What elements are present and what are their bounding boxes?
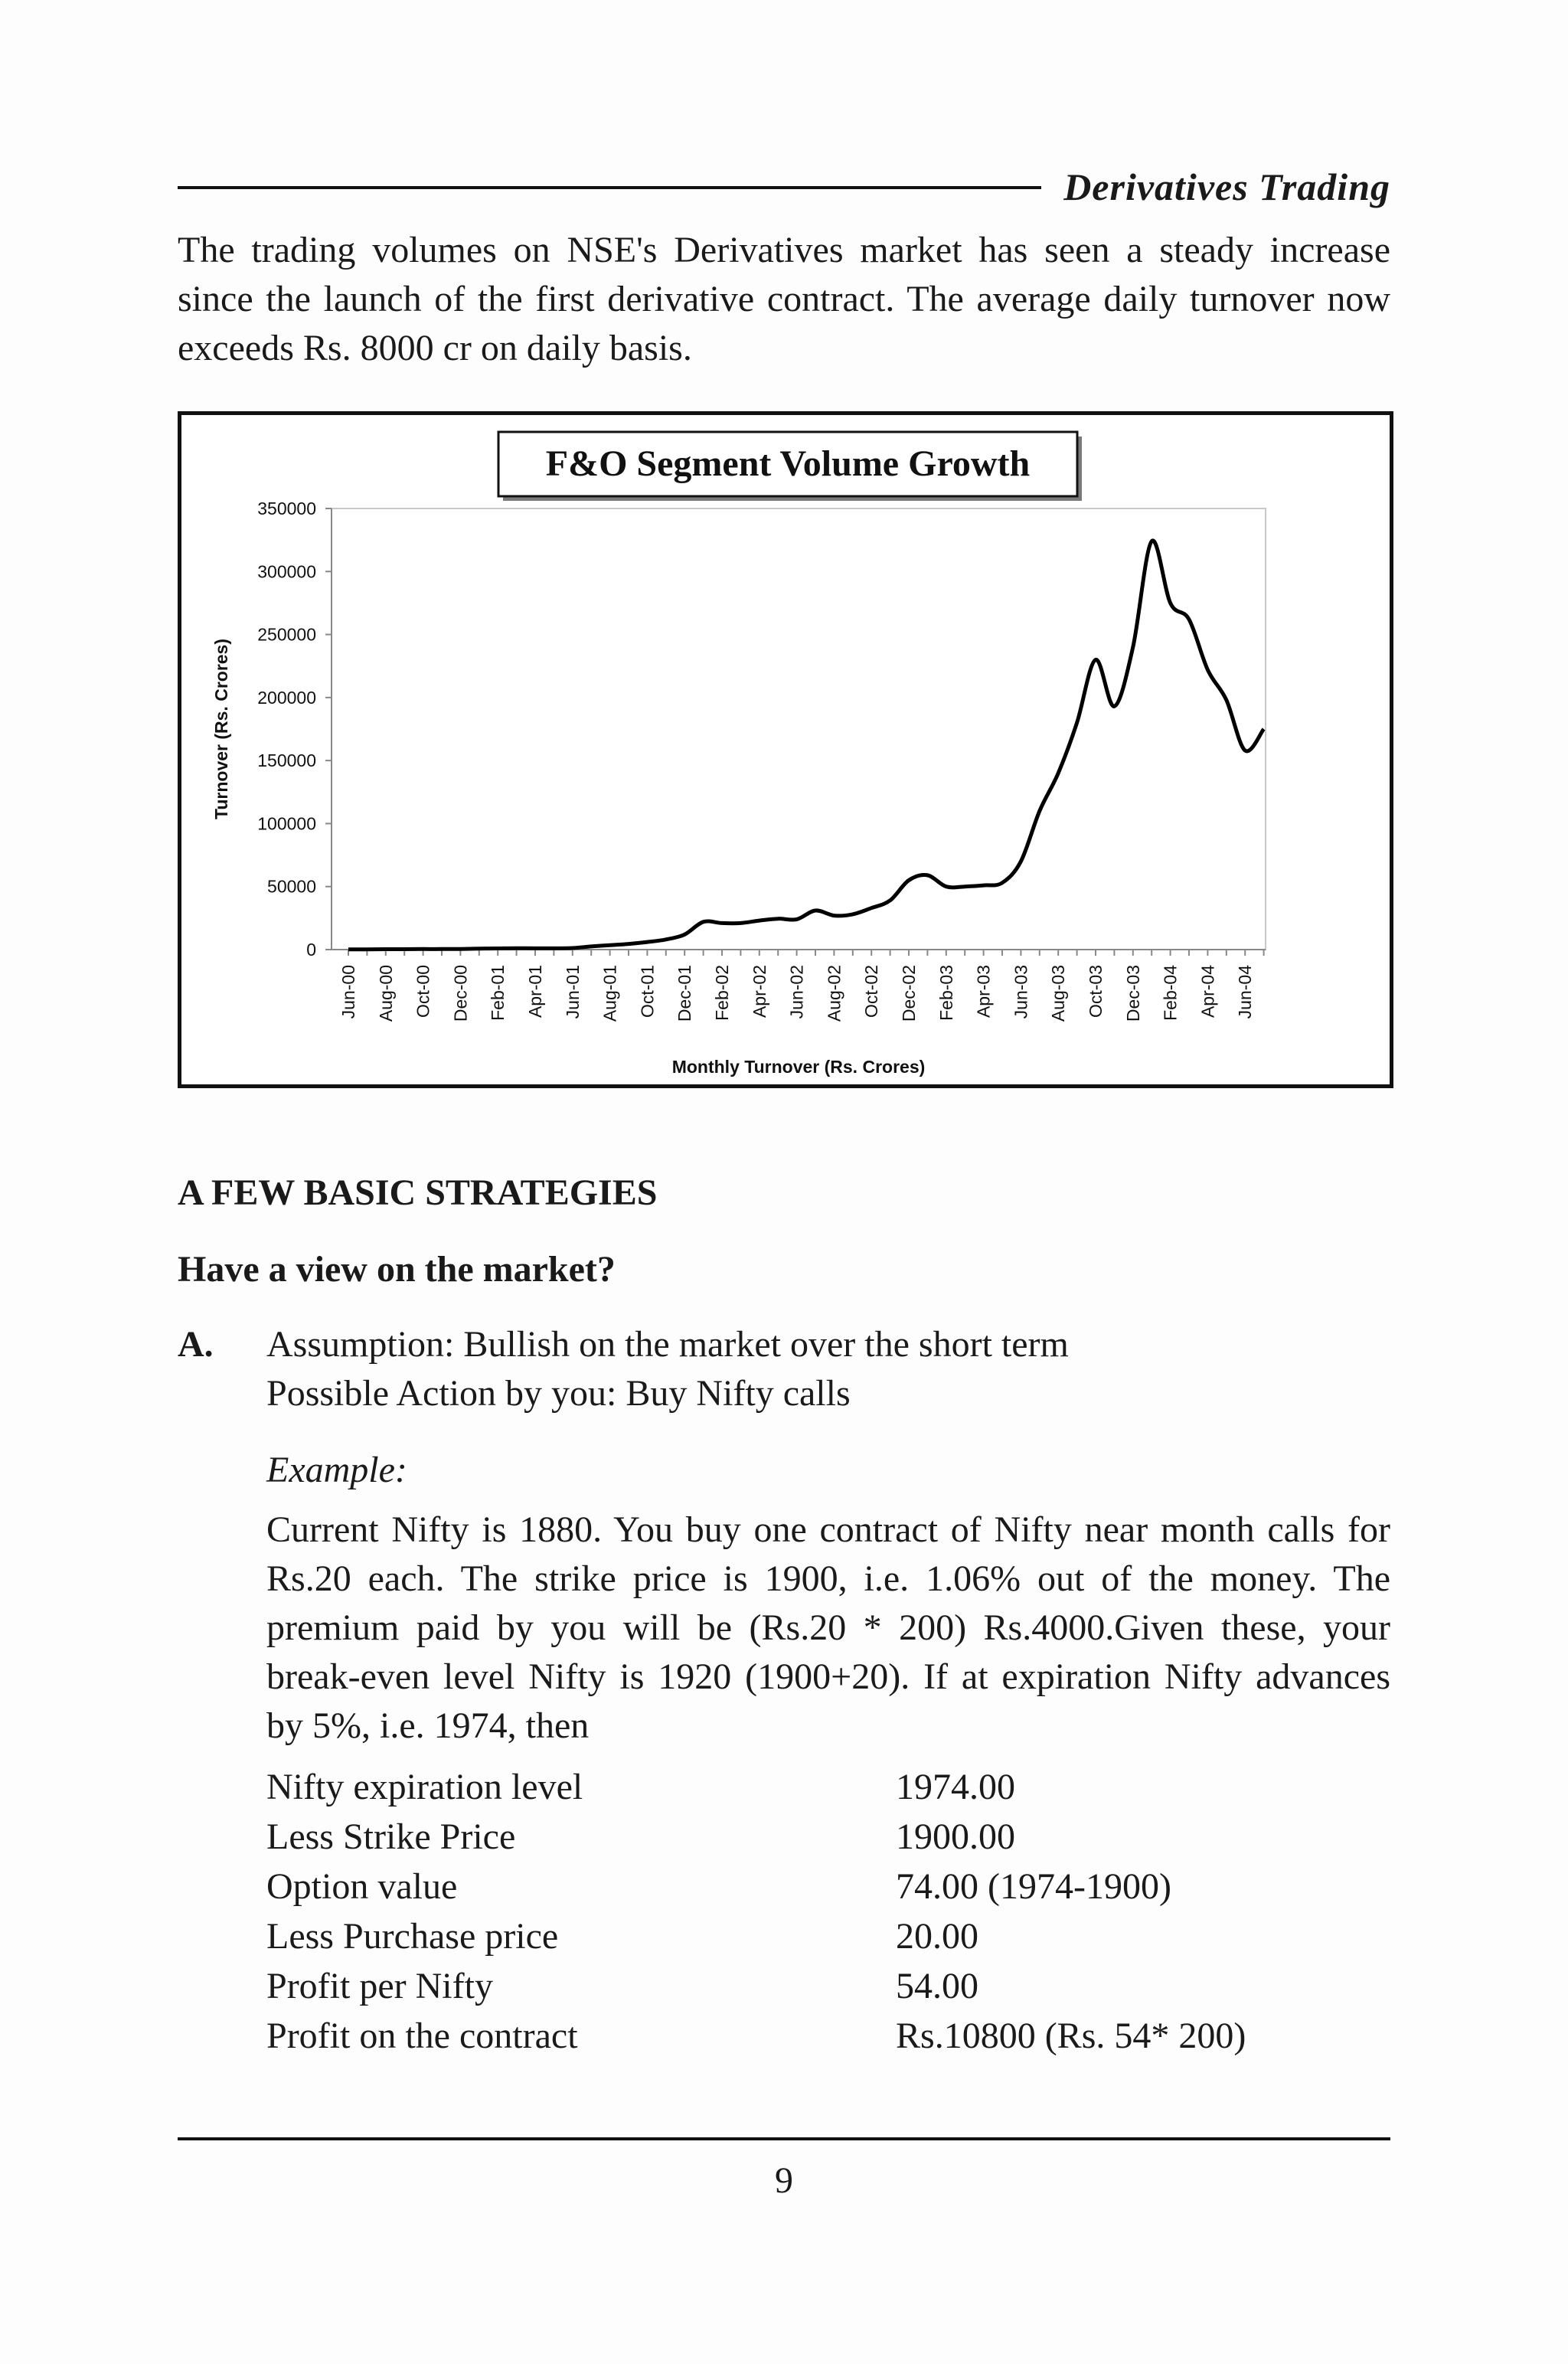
subheading-question: Have a view on the market?	[178, 1249, 616, 1290]
chart-frame	[178, 411, 1393, 1088]
x-tick-label: Dec-03	[1122, 965, 1143, 1022]
x-tick-label: Aug-00	[375, 965, 396, 1022]
x-tick-label: Oct-00	[413, 965, 433, 1019]
table-row	[266, 1915, 1246, 1965]
y-tick-label: 50000	[267, 876, 316, 897]
x-tick-label: Feb-03	[936, 965, 956, 1021]
x-tick-label: Dec-00	[450, 965, 471, 1022]
footer-rule	[178, 2137, 1390, 2140]
turnover-series-line	[348, 541, 1264, 950]
row-value: 1900.00	[896, 1816, 1015, 1857]
x-tick-label: Feb-02	[712, 965, 732, 1021]
chart-title: F&O Segment Volume Growth	[545, 443, 1031, 484]
y-tick-label: 350000	[257, 499, 316, 518]
plot-area	[332, 508, 1266, 950]
y-axis	[257, 499, 332, 960]
x-tick-label: Oct-03	[1086, 965, 1106, 1019]
x-tick-label: Jun-01	[562, 965, 583, 1019]
calculation-table	[266, 1766, 1246, 2065]
example-paragraph: Current Nifty is 1880. You buy one contract of Nifty near month calls for Rs.20 each. The strike price is 1900, i.e. 1.06% out of the money. The premium paid by you will be (Rs.20 * 200) Rs.4000.Given these, your break-even level Nifty is 1920 (1900+20). If at expiration Nifty advances by 5%, i.e. 1974, then	[266, 1509, 1390, 1746]
x-tick-label: Apr-01	[525, 965, 545, 1019]
x-tick-label: Oct-02	[861, 965, 882, 1019]
y-tick-label: 150000	[257, 750, 316, 771]
section-heading: A FEW BASIC STRATEGIES	[178, 1172, 658, 1213]
row-value: 54.00	[896, 1966, 978, 2006]
y-axis-label: Turnover (Rs. Crores)	[211, 638, 231, 820]
y-tick-label: 300000	[257, 561, 316, 582]
x-tick-label: Aug-02	[824, 965, 844, 1022]
example-label: Example:	[266, 1450, 407, 1490]
table-row	[266, 1865, 1246, 1915]
x-tick-label: Apr-02	[749, 965, 769, 1019]
y-tick-label: 0	[306, 940, 316, 960]
row-label: Nifty expiration level	[266, 1767, 583, 1807]
row-value: 74.00 (1974-1900)	[896, 1866, 1171, 1907]
x-tick-label: Jun-04	[1235, 965, 1256, 1019]
y-tick-label: 200000	[257, 687, 316, 708]
x-tick-label: Apr-03	[973, 965, 994, 1019]
running-header: Derivatives Trading	[1063, 165, 1390, 208]
item-letter: A.	[178, 1324, 214, 1365]
x-axis-label: Monthly Turnover (Rs. Crores)	[671, 1057, 926, 1077]
x-tick-label: Jun-03	[1011, 965, 1031, 1019]
volume-chart	[181, 415, 1390, 1084]
intro-paragraph: The trading volumes on NSE's Derivatives market has seen a steady increase since the launch of the first derivative contract. The average daily turnover now exceeds Rs. 8000 cr on daily basis.	[178, 230, 1390, 368]
row-label: Less Purchase price	[266, 1916, 559, 1957]
x-tick-label: Aug-01	[599, 965, 620, 1022]
table-row	[266, 1766, 1246, 1816]
x-tick-label: Feb-04	[1160, 965, 1181, 1021]
x-tick-label: Aug-03	[1048, 965, 1069, 1022]
row-value: 1974.00	[896, 1767, 1015, 1807]
header-rule	[178, 186, 1041, 189]
page-number: 9	[775, 2160, 793, 2201]
x-tick-label: Dec-02	[899, 965, 919, 1022]
table-row	[266, 1816, 1246, 1865]
row-label: Less Strike Price	[266, 1816, 516, 1857]
table-row	[266, 2015, 1246, 2065]
row-label: Option value	[266, 1866, 458, 1907]
y-tick-label: 250000	[257, 624, 316, 645]
x-tick-label: Apr-04	[1197, 965, 1218, 1019]
y-tick-label: 100000	[257, 813, 316, 834]
row-label: Profit per Nifty	[266, 1966, 493, 2006]
row-label: Profit on the contract	[266, 2016, 578, 2056]
assumption-line: Assumption: Bullish on the market over the short term	[266, 1324, 1069, 1365]
x-tick-label: Feb-01	[488, 965, 508, 1021]
row-value: 20.00	[896, 1916, 978, 1957]
action-line: Possible Action by you: Buy Nifty calls	[266, 1373, 851, 1414]
x-tick-label: Dec-01	[675, 965, 695, 1022]
x-axis	[332, 950, 1266, 1022]
x-tick-label: Jun-02	[786, 965, 807, 1019]
chart-title-box	[498, 432, 1082, 501]
x-tick-label: Jun-00	[338, 965, 358, 1019]
table-row	[266, 1965, 1246, 2015]
x-tick-label: Oct-01	[637, 965, 658, 1019]
row-value: Rs.10800 (Rs. 54* 200)	[896, 2016, 1246, 2056]
